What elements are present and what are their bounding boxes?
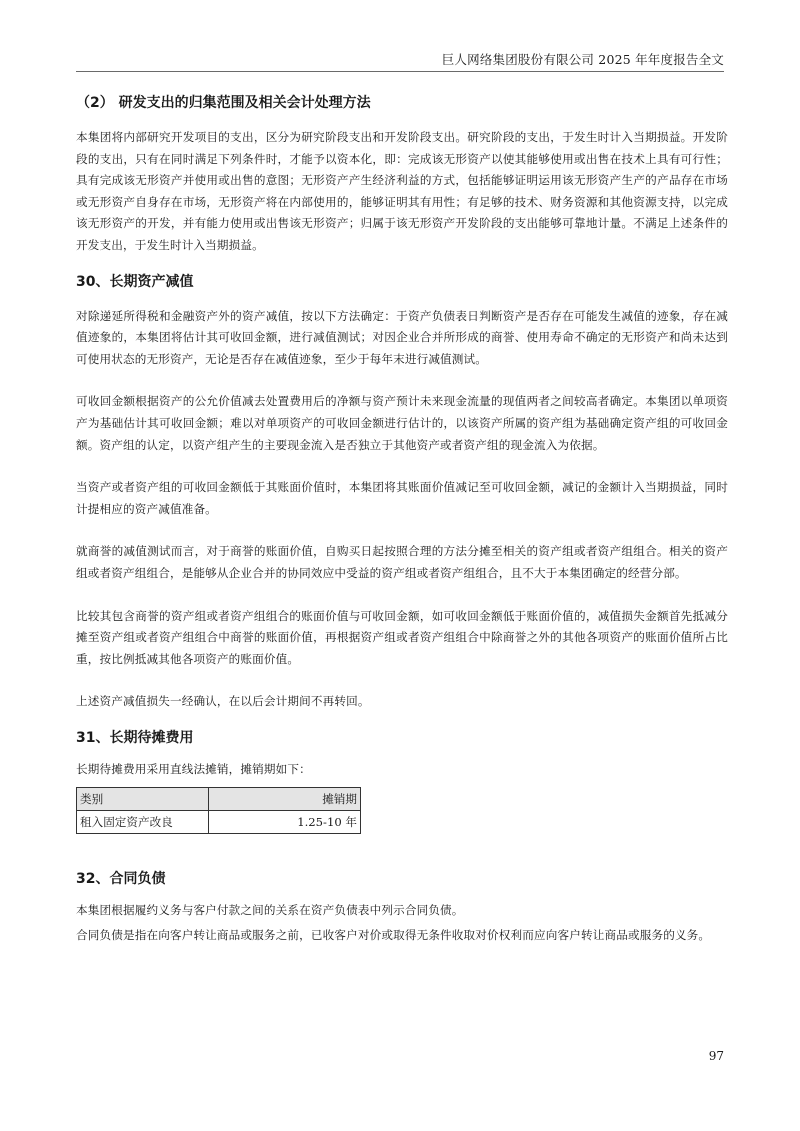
paragraph-30-1: 对除递延所得税和金融资产外的资产减值，按以下方法确定：于资产负债表日判断资产是否存在可能发生减值的迹象，存在减值迹象的，本集团将估计其可收回金额，进行减值测试；对因企业合并所形成的商誉、使用寿命不确定的无形资产和尚未达到可使用状态的无形资产，无论是否存在减值迹象，至少于每年末进行减值测试。: [76, 308, 728, 366]
table-cell-period: 1.25-10 年: [209, 811, 361, 834]
paragraph-30-4: 就商誉的减值测试而言，对于商誉的账面价值，自购买日起按照合理的方法分摊至相关的资产组或者资产组组合。相关的资产组或者资产组组合，是能够从企业合并的协同效应中受益的资产组或者资产组组合，且不大于本集团确定的经营分部。: [76, 544, 728, 580]
paragraph-30-6: 上述资产减值损失一经确认，在以后会计期间不再转回。: [76, 694, 370, 709]
header-divider: [76, 71, 724, 72]
heading-31: 31、长期待摊费用: [76, 729, 194, 746]
paragraph-32-1: 本集团根据履约义务与客户付款之间的关系在资产负债表中列示合同负债。: [76, 903, 464, 918]
table-row: [77, 811, 361, 834]
table-header-row: [77, 788, 361, 811]
paragraph-31-1: 长期待摊费用采用直线法摊销，摊销期如下：: [76, 761, 311, 776]
heading-32: 32、合同负债: [76, 871, 166, 888]
heading-30: 30、长期资产减值: [76, 273, 194, 290]
table-header-period: 摊销期: [209, 788, 361, 811]
paragraph-rd-1: 本集团将内部研究开发项目的支出，区分为研究阶段支出和开发阶段支出。研究阶段的支出，于发生时计入当期损益。开发阶段的支出，只有在同时满足下列条件时，才能予以资本化，即：完成该无形资产以使其能够使用或出售在技术上具有可行性；具有完成该无形资产并使用或出售的意图；无形资产产生经济利益的方式，包括能够证明运用该无形资产生产的产品存在市场或无形资产自身存在市场，无形资产将在内部使用的，能够证明其有用性；有足够的技术、财务资源和其他资源支持，以完成该无形资产的开发，并有能力使用或出售该无形资产；归属于该无形资产开发阶段的支出能够可靠地计量。不满足上述条件的开发支出，于发生时计入当期损益。: [76, 130, 728, 252]
table-header-category: 类别: [77, 788, 209, 811]
paragraph-30-2: 可收回金额根据资产的公允价值减去处置费用后的净额与资产预计未来现金流量的现值两者之间较高者确定。本集团以单项资产为基础估计其可收回金额；难以对单项资产的可收回金额进行估计的，以该资产所属的资产组为基础确定资产组的可收回金额。资产组的认定，以资产组产生的主要现金流入是否独立于其他资产或者资产组的现金流入为依据。: [76, 394, 728, 452]
report-header: 巨人网络集团股份有限公司 2025 年年度报告全文: [441, 52, 724, 67]
paragraph-30-5: 比较其包含商誉的资产组或者资产组组合的账面价值与可收回金额，如可收回金额低于账面价值的，减值损失金额首先抵减分摊至资产组或者资产组组合中商誉的账面价值，再根据资产组或者资产组组合中除商誉之外的其他各项资产的账面价值所占比重，按比例抵减其他各项资产的账面价值。: [76, 608, 728, 666]
paragraph-32-2: 合同负债是指在向客户转让商品或服务之前，已收客户对价或取得无条件收取对价权利而应向客户转让商品或服务的义务。: [76, 928, 711, 943]
table-cell-category: 租入固定资产改良: [77, 811, 209, 834]
heading-rd-scope: （2） 研发支出的归集范围及相关会计处理方法: [76, 95, 371, 111]
page-content: [76, 92, 728, 947]
page-number: 97: [708, 1049, 724, 1063]
amortization-table: [76, 787, 361, 834]
paragraph-30-3: 当资产或者资产组的可收回金额低于其账面价值时，本集团将其账面价值减记至可收回金额，减记的金额计入当期损益，同时计提相应的资产减值准备。: [76, 480, 728, 516]
